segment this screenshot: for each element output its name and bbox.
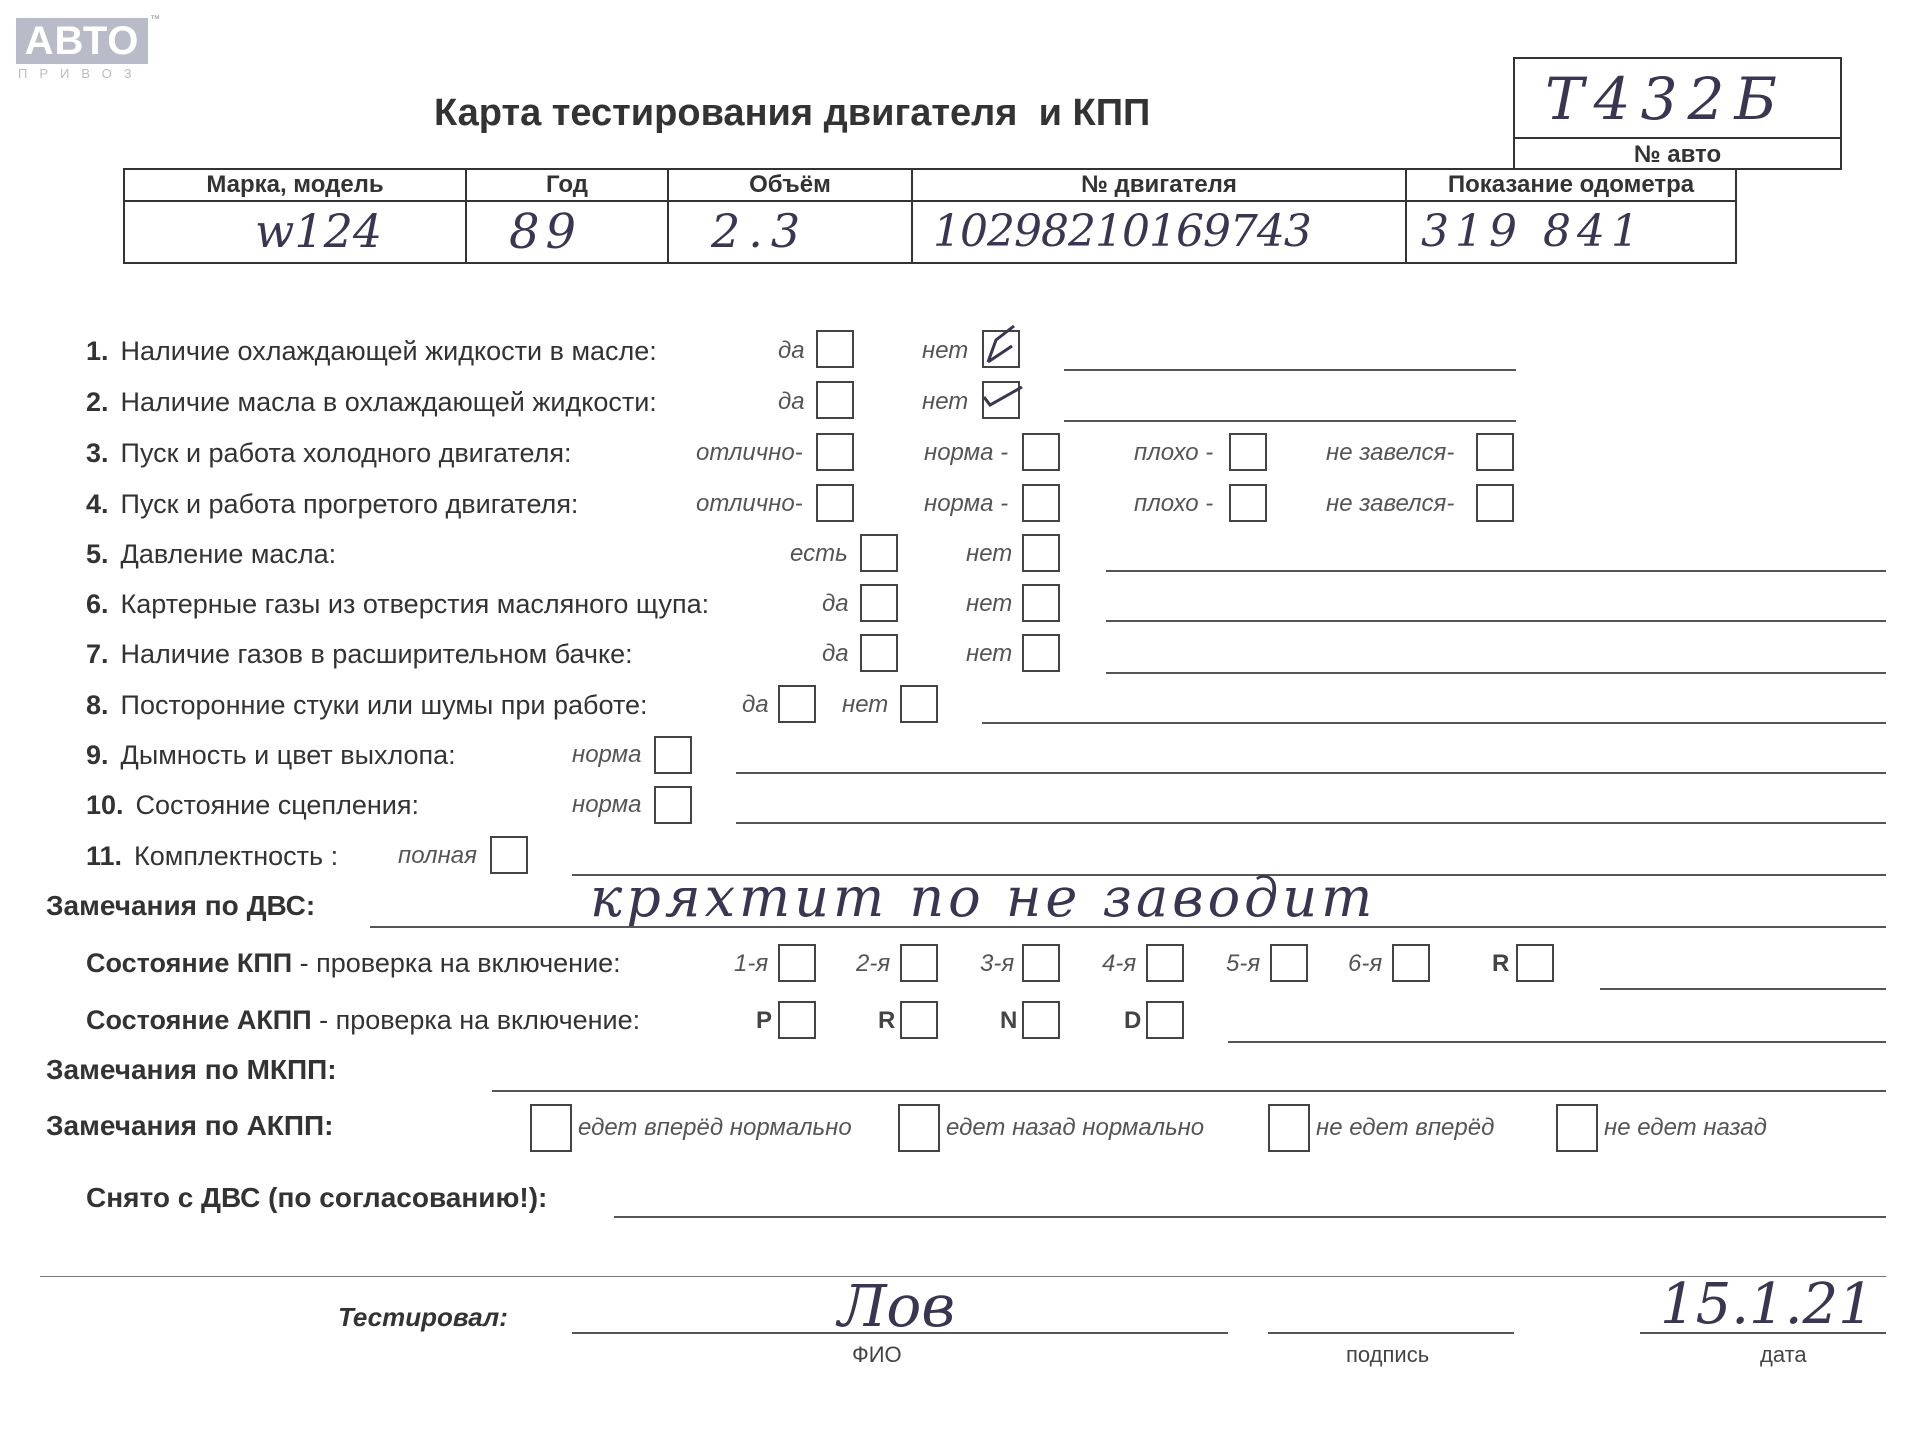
q9-norma-checkbox[interactable] — [654, 736, 692, 774]
q2-net-checkbox[interactable] — [982, 381, 1020, 419]
separator — [40, 1276, 1886, 1277]
q4-ne-zavelsya-checkbox[interactable] — [1476, 484, 1514, 522]
kpp-gear-1-checkbox[interactable] — [778, 944, 816, 982]
akpp-state-label: Состояние АКПП - проверка на включение: — [86, 1005, 641, 1035]
check-mark-icon — [982, 328, 1020, 366]
engine-number-value: 10298210169743 — [933, 206, 1311, 257]
date-value[interactable]: 15.1.21 — [1660, 1272, 1874, 1337]
logo-mark: АВТО — [16, 18, 148, 64]
q10-norma-checkbox[interactable] — [654, 786, 692, 824]
q11-polnaya-checkbox[interactable] — [490, 836, 528, 874]
q7-net-checkbox[interactable] — [1022, 634, 1060, 672]
signature-caption: подпись — [1346, 1342, 1430, 1367]
akpp-p-checkbox[interactable] — [778, 1001, 816, 1039]
akpp-no-backward-checkbox[interactable] — [1556, 1104, 1598, 1152]
question-4: 4. Пуск и работа прогретого двигателя: — [86, 489, 579, 519]
question-8: 8. Посторонние стуки или шумы при работе: — [86, 690, 648, 720]
kpp-gear-4-checkbox[interactable] — [1146, 944, 1184, 982]
kpp-gear-r-checkbox[interactable] — [1516, 944, 1554, 982]
q7-da-checkbox[interactable] — [860, 634, 898, 672]
akpp-backward-ok-checkbox[interactable] — [898, 1104, 940, 1152]
vehicle-info-table — [123, 168, 1737, 264]
question-11: 11. Комплектность : — [86, 841, 339, 871]
q4-ploho-checkbox[interactable] — [1229, 484, 1267, 522]
kpp-gear-3-checkbox[interactable] — [1022, 944, 1060, 982]
akpp-forward-ok-checkbox[interactable] — [530, 1104, 572, 1152]
q5-net-checkbox[interactable] — [1022, 534, 1060, 572]
fio-caption: ФИО — [852, 1342, 902, 1367]
remarks-dvs-label: Замечания по ДВС: — [46, 890, 316, 921]
col-odometer: Показание одометра — [1447, 171, 1695, 198]
make-model-value: w124 — [255, 204, 383, 258]
check-mark-icon — [982, 381, 1020, 419]
remarks-akpp-label: Замечания по АКПП: — [46, 1110, 334, 1141]
kpp-gear-2-checkbox[interactable] — [900, 944, 938, 982]
question-1: 1. Наличие охлаждающей жидкости в масле: — [86, 336, 657, 366]
q4-otlichno-checkbox[interactable] — [816, 484, 854, 522]
car-number-box — [1513, 57, 1842, 170]
q8-da-checkbox[interactable] — [778, 685, 816, 723]
kpp-gear-5-checkbox[interactable] — [1270, 944, 1308, 982]
date-caption: дата — [1760, 1342, 1807, 1367]
question-2: 2. Наличие масла в охлаждающей жидкости: — [86, 387, 657, 417]
q5-est-checkbox[interactable] — [860, 534, 898, 572]
removed-from-dvs-label: Снято с ДВС (по согласованию!): — [86, 1182, 548, 1213]
car-number-label: № авто — [1633, 141, 1722, 168]
q1-da-checkbox[interactable] — [816, 330, 854, 368]
q6-da-checkbox[interactable] — [860, 584, 898, 622]
col-make-model: Марка, модель — [206, 171, 384, 198]
q2-da-checkbox[interactable] — [816, 381, 854, 419]
question-10: 10. Состояние сцепления: — [86, 790, 419, 820]
q6-net-checkbox[interactable] — [1022, 584, 1060, 622]
akpp-d-checkbox[interactable] — [1146, 1001, 1184, 1039]
page-title: Карта тестирования двигателя и КПП — [434, 92, 1151, 134]
col-engine-number: № двигателя — [1081, 171, 1237, 198]
col-volume: Объём — [749, 171, 831, 198]
question-3: 3. Пуск и работа холодного двигателя: — [86, 438, 572, 468]
question-9: 9. Дымность и цвет выхлопа: — [86, 740, 456, 770]
remarks-mkpp-label: Замечания по МКПП: — [46, 1054, 337, 1085]
q3-ploho-checkbox[interactable] — [1229, 433, 1267, 471]
tested-by-label: Тестировал: — [338, 1302, 508, 1332]
akpp-no-forward-checkbox[interactable] — [1268, 1104, 1310, 1152]
logo-tm: ™ — [150, 14, 160, 25]
q4-norma-checkbox[interactable] — [1022, 484, 1060, 522]
col-year: Год — [546, 171, 588, 198]
akpp-r-checkbox[interactable] — [900, 1001, 938, 1039]
q8-net-checkbox[interactable] — [900, 685, 938, 723]
remarks-dvs-value[interactable]: кряхтит по не заводит — [590, 866, 1377, 929]
question-5: 5. Давление масла: — [86, 539, 337, 569]
kpp-state-label: Состояние КПП - проверка на включение: — [86, 948, 621, 978]
q3-ne-zavelsya-checkbox[interactable] — [1476, 433, 1514, 471]
akpp-n-checkbox[interactable] — [1022, 1001, 1060, 1039]
tester-fio-value[interactable]: Лов — [838, 1272, 956, 1340]
year-value: 89 — [509, 204, 583, 260]
logo-subtitle: ПРИВОЗ — [18, 66, 144, 81]
car-number-value: Т432Б — [1545, 65, 1788, 133]
q3-otlichno-checkbox[interactable] — [816, 433, 854, 471]
logo — [14, 14, 164, 88]
q3-norma-checkbox[interactable] — [1022, 433, 1060, 471]
volume-value: 2.3 — [711, 204, 809, 258]
question-6: 6. Картерные газы из отверстия масляного щупа: — [86, 589, 710, 619]
question-7: 7. Наличие газов в расширительном бачке: — [86, 639, 633, 669]
odometer-value: 319 841 — [1421, 206, 1645, 257]
kpp-gear-6-checkbox[interactable] — [1392, 944, 1430, 982]
q1-net-checkbox[interactable] — [982, 330, 1020, 368]
